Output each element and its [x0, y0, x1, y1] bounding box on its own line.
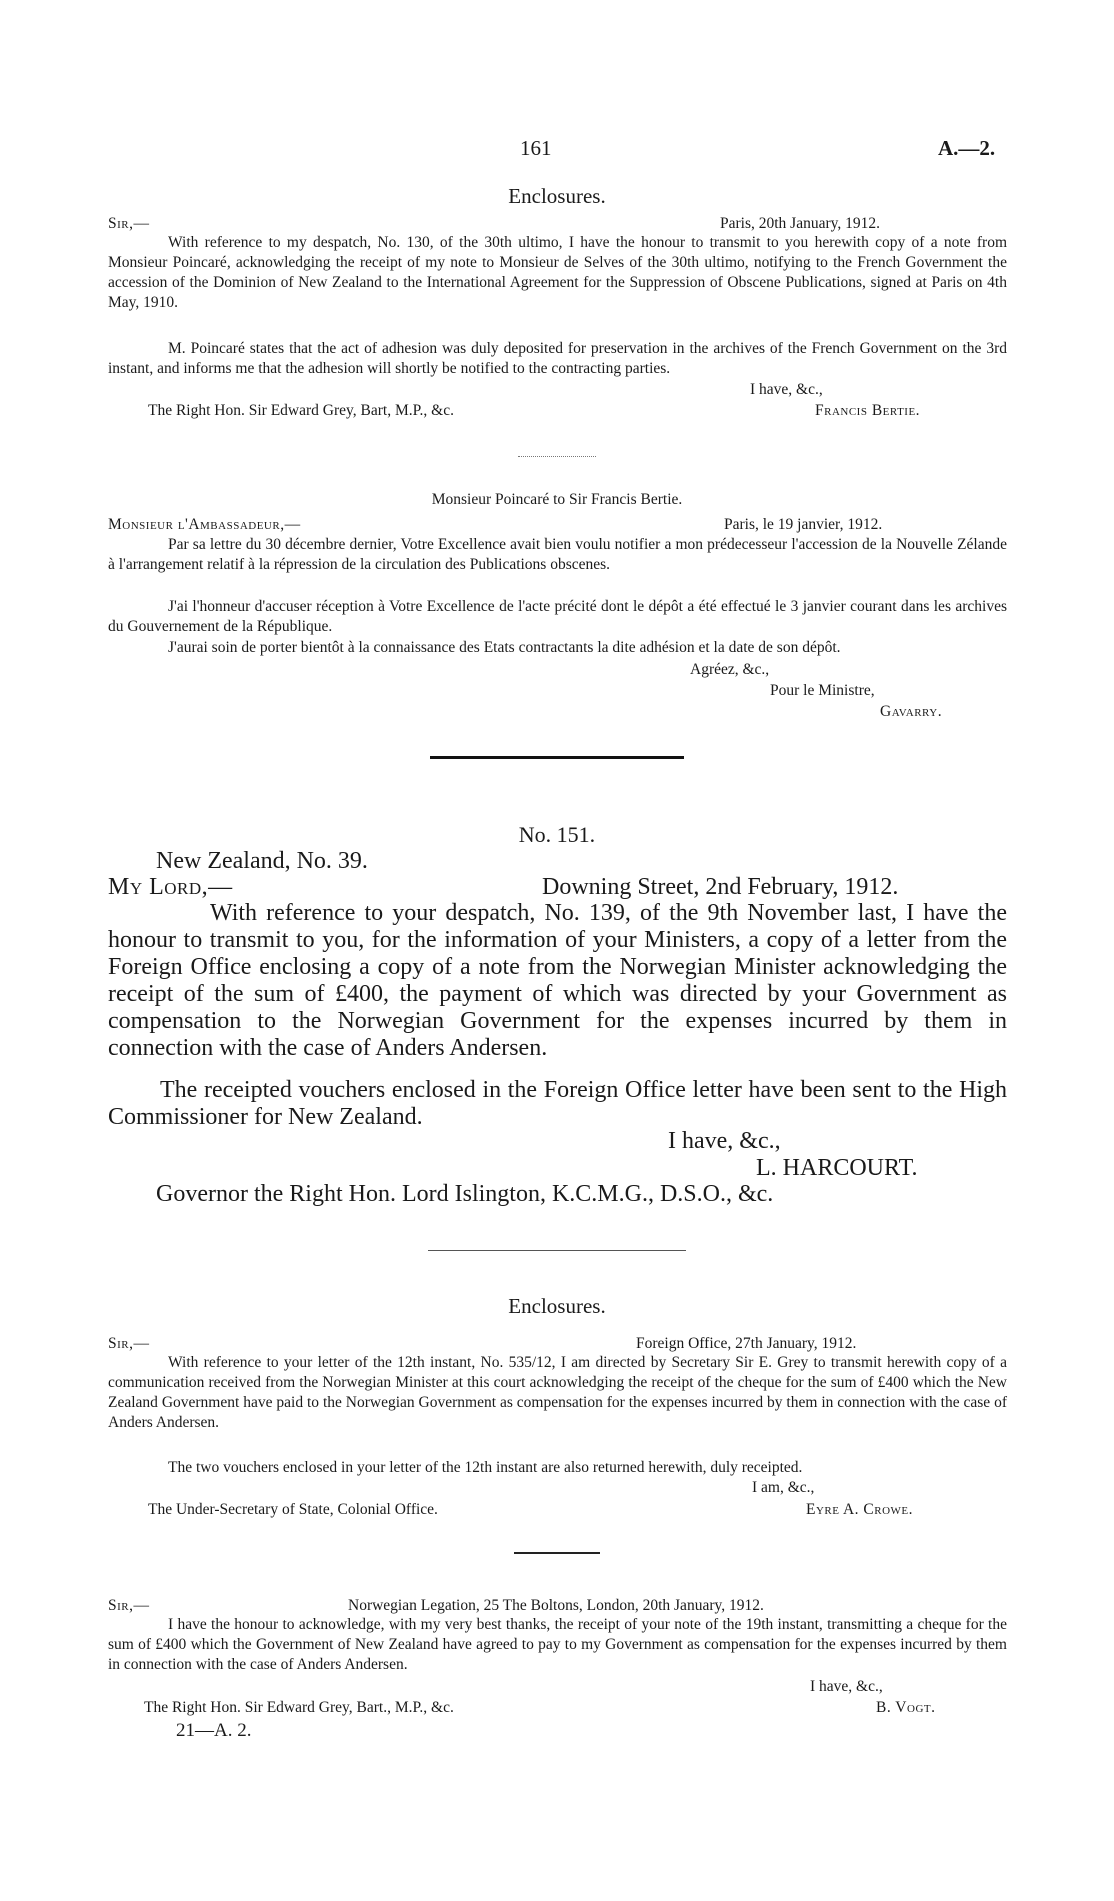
signature: B. Vogt. [876, 1699, 936, 1716]
place-date: Downing Street, 2nd February, 1912. [542, 874, 899, 900]
letter-paragraph: With reference to your letter of the 12th instant, No. 535/12, I am directed by Secretary Sir E. Grey to transmit herewith copy of a communication received from the Norwegian Minister at this court acknowledging the receipt of the cheque for the sum of £400 which the New Zealand Government have paid to the Norwegian Government as compensation for the expenses incurred by them in connection with the case of Anders Andersen. [108, 1354, 1007, 1431]
letter-paragraph: I have the honour to acknowledge, with my very best thanks, the receipt of your note of the 19th instant, transmitting a cheque for the sum of £400 which the Government of New Zealand have agreed to pay to my Government as compensation for the expenses incurred by them in connection with the case of Anders Andersen. [108, 1616, 1007, 1673]
letter-paragraph: With reference to your despatch, No. 139, of the 9th November last, I have the honour to transmit to you, for the information of your Ministers, a copy of a letter from the Foreign Office enclosing a copy of a note from the Norwegian Minister acknowledging the receipt of the sum of £400, the payment of which was directed by your Government as compensation to the Norwegian Government for the expenses incurred by them in connection with the case of Anders Andersen. [108, 900, 1007, 1061]
note-heading: Monsieur Poincaré to Sir Francis Bertie. [431, 491, 683, 508]
thick-divider [430, 756, 684, 759]
letter-paragraph: J'ai l'honneur d'accuser réception à Votre Excellence de l'acte précité dont le dépôt a été effectué le 3 janvier courant dans les archives du Gouvernement de la République. [108, 598, 1007, 635]
divider [518, 456, 596, 457]
signature: L. HARCOURT. [756, 1155, 918, 1181]
addressee: The Right Hon. Sir Edward Grey, Bart, M.P., &c. [148, 402, 454, 419]
salutation: Sir,— [108, 1335, 150, 1352]
salutation: My Lord,— [108, 874, 233, 900]
signature: Francis Bertie. [815, 402, 921, 419]
place-date: Paris, 20th January, 1912. [720, 215, 881, 232]
closing: I have, &c., [668, 1128, 781, 1154]
letter-paragraph: With reference to my despatch, No. 130, of the 30th ultimo, I have the honour to transmit to you herewith copy of a note from Monsieur Poincaré, acknowledging the receipt of my note to Monsieur de Selves of the 30th ultimo, notifying to the French Government the accession of the Dominion of New Zealand to the International Agreement for the Suppression of Obscene Publications, signed at Paris on 4th May, 1910. [108, 234, 1007, 311]
letter-paragraph: The two vouchers enclosed in your letter of the 12th instant are also returned herewith, duly receipted. [168, 1459, 803, 1476]
salutation: Sir,— [108, 1597, 150, 1614]
place-date: Paris, le 19 janvier, 1912. [724, 516, 883, 533]
closing: I am, &c., [752, 1479, 815, 1496]
divider [428, 1250, 686, 1251]
letter-paragraph: Par sa lettre du 30 décembre dernier, Votre Excellence avait bien voulu notifier a mon prédecesseur l'accession de la Nouvelle Zélande à l'arrangement relatif à la répression de la circulation des Publications obscenes. [108, 536, 1007, 573]
enclosures-heading: Enclosures. [508, 184, 606, 208]
despatch-reference: New Zealand, No. 39. [156, 848, 368, 874]
despatch-number: No. 151. [518, 822, 596, 847]
signature: Eyre A. Crowe. [806, 1501, 914, 1518]
letter-paragraph: M. Poincaré states that the act of adhesion was duly deposited for preservation in the archives of the French Government on the 3rd instant, and informs me that the adhesion will shortly be notified to the contracting parties. [108, 340, 1007, 377]
place-date: Norwegian Legation, 25 The Boltons, London, 20th January, 1912. [348, 1597, 764, 1614]
page-number: 161 [520, 136, 552, 160]
letter-paragraph: J'aurai soin de porter bientôt à la connaissance des Etats contractants la dite adhésion et la date de son dépôt. [168, 639, 841, 656]
section-reference: A.—2. [938, 136, 996, 160]
salutation: Monsieur l'Ambassadeur,— [108, 516, 301, 533]
closing: Agréez, &c., [690, 661, 770, 678]
closing-line: Pour le Ministre, [770, 682, 875, 699]
letter-paragraph: The receipted vouchers enclosed in the Foreign Office letter have been sent to the High Commissioner for New Zealand. [108, 1077, 1007, 1130]
signature: Gavarry. [880, 703, 943, 720]
salutation: Sir,— [108, 215, 150, 232]
enclosures-heading: Enclosures. [508, 1294, 606, 1318]
closing: I have, &c., [750, 381, 823, 398]
addressee: Governor the Right Hon. Lord Islington, K.C.M.G., D.S.O., &c. [156, 1181, 774, 1207]
addressee: The Right Hon. Sir Edward Grey, Bart., M.P., &c. [144, 1699, 454, 1716]
place-date: Foreign Office, 27th January, 1912. [636, 1335, 857, 1352]
closing: I have, &c., [810, 1678, 883, 1695]
divider [514, 1552, 600, 1554]
footer-reference: 21—A. 2. [176, 1720, 252, 1741]
addressee: The Under-Secretary of State, Colonial Office. [148, 1501, 438, 1518]
